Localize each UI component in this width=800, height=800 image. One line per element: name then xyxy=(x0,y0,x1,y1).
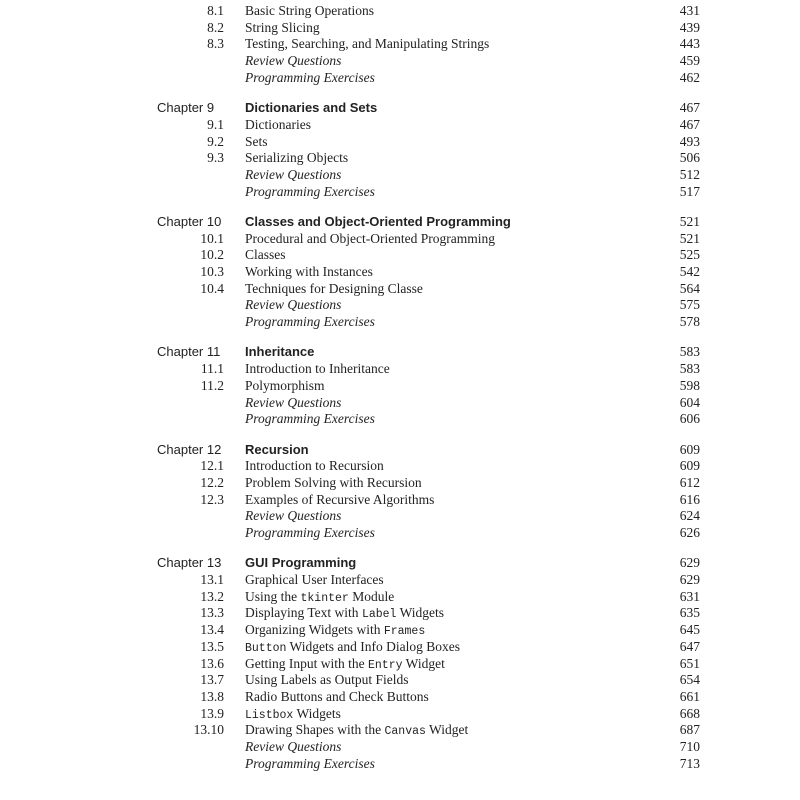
toc-extra-entry xyxy=(0,166,800,183)
section-title: Problem Solving with Recursion xyxy=(245,474,422,490)
section-number: 10.1 xyxy=(200,230,224,246)
section-page: 612 xyxy=(679,474,700,490)
code-term: Listbox xyxy=(245,708,294,722)
section-page: 710 xyxy=(679,739,700,754)
chapter-page: 467 xyxy=(679,100,700,116)
toc-section-entry xyxy=(0,35,800,52)
toc-extra-entry xyxy=(0,394,800,411)
code-term: Entry xyxy=(367,658,403,672)
code-term: Frames xyxy=(383,625,426,639)
section-page: 647 xyxy=(679,638,700,654)
toc-section-entry xyxy=(0,705,800,722)
chapter-label: Chapter 9 xyxy=(157,100,215,116)
section-page: 645 xyxy=(679,622,700,638)
toc-section-entry xyxy=(0,604,800,621)
section-number: 8.3 xyxy=(207,36,224,52)
chapter-title: Dictionaries and Sets xyxy=(245,100,378,116)
chapter-heading xyxy=(0,554,800,571)
section-page: 631 xyxy=(679,588,700,604)
section-title: Using Labels as Output Fields xyxy=(245,672,409,688)
section-number: 11.2 xyxy=(200,377,224,393)
section-title: Review Questions xyxy=(245,508,342,524)
section-page: 661 xyxy=(679,688,700,704)
section-title: Dictionaries xyxy=(245,116,311,132)
toc-section-entry xyxy=(0,571,800,588)
section-number: 8.2 xyxy=(207,19,224,35)
section-title: String Slicing xyxy=(245,19,320,35)
section-number: 13.5 xyxy=(200,638,224,654)
title-text: Module xyxy=(348,588,395,604)
title-text: Widget xyxy=(402,655,445,671)
title-text: Organizing Widgets with xyxy=(245,622,384,638)
toc-section-entry xyxy=(0,721,800,738)
code-term: tkinter xyxy=(300,591,349,605)
title-text: Using the xyxy=(245,588,301,604)
section-number: 13.10 xyxy=(193,722,224,738)
section-page: 578 xyxy=(679,314,700,330)
section-title: Programming Exercises xyxy=(245,314,375,330)
chapter-page: 609 xyxy=(679,441,700,457)
section-page: 604 xyxy=(679,394,700,410)
chapter-title: Recursion xyxy=(245,441,309,457)
section-title: Classes xyxy=(245,247,286,263)
toc-section-entry xyxy=(0,230,800,247)
toc-extra-entry xyxy=(0,296,800,313)
section-title: Review Questions xyxy=(245,739,342,754)
section-title: Programming Exercises xyxy=(245,69,375,85)
section-number: 13.8 xyxy=(200,688,224,704)
section-number: 13.6 xyxy=(200,655,224,671)
section-page: 635 xyxy=(679,605,700,621)
toc-extra-entry xyxy=(0,738,800,755)
section-title: Introduction to Inheritance xyxy=(245,361,390,377)
code-term: Button xyxy=(245,641,287,655)
section-page: 493 xyxy=(679,133,700,149)
section-title: Introduction to Recursion xyxy=(245,458,384,474)
chapter-heading xyxy=(0,213,800,230)
toc-section-entry xyxy=(0,116,800,133)
section-page: 575 xyxy=(679,297,700,313)
section-page: 467 xyxy=(679,116,700,132)
toc-extra-entry xyxy=(0,69,800,86)
section-page: 525 xyxy=(679,247,700,263)
toc-extra-entry xyxy=(0,313,800,330)
chapter-heading xyxy=(0,99,800,116)
section-page: 583 xyxy=(679,361,700,377)
chapter-label: Chapter 13 xyxy=(157,555,222,571)
section-number: 12.3 xyxy=(200,491,224,507)
section-page: 606 xyxy=(679,411,700,427)
section-title: Review Questions xyxy=(245,166,342,182)
toc-section-entry xyxy=(0,360,800,377)
title-text: Widgets xyxy=(293,705,341,721)
code-term: Label xyxy=(361,608,397,622)
section-number: 9.2 xyxy=(207,133,224,149)
section-title: Programming Exercises xyxy=(245,755,375,771)
chapter-title: Classes and Object-Oriented Programming xyxy=(245,213,511,229)
section-page: 443 xyxy=(679,36,700,52)
toc-section-entry xyxy=(0,638,800,655)
section-number: 12.1 xyxy=(200,458,224,474)
section-number: 10.2 xyxy=(200,247,224,263)
section-title: Techniques for Designing Classe xyxy=(245,280,423,296)
section-page: 626 xyxy=(679,525,700,540)
toc-section-entry xyxy=(0,263,800,280)
chapter-label: Chapter 12 xyxy=(157,441,222,457)
toc-section-entry xyxy=(0,688,800,705)
section-number: 9.3 xyxy=(207,150,224,166)
toc-section-entry xyxy=(0,2,800,19)
section-number: 13.3 xyxy=(200,605,224,621)
toc-extra-entry xyxy=(0,410,800,427)
toc-extra-entry xyxy=(0,755,800,772)
toc-section-entry xyxy=(0,246,800,263)
title-text: Drawing Shapes with the xyxy=(245,722,385,738)
section-page: 609 xyxy=(679,458,700,474)
chapter-label: Chapter 10 xyxy=(157,213,222,229)
toc-extra-entry xyxy=(0,524,800,541)
toc-extra-entry xyxy=(0,183,800,200)
section-page: 459 xyxy=(679,53,700,69)
toc-section-entry xyxy=(0,133,800,150)
section-title: Testing, Searching, and Manipulating Strings xyxy=(245,36,490,52)
section-title: Serializing Objects xyxy=(245,150,349,166)
section-page: 506 xyxy=(679,150,700,166)
chapter-title: Inheritance xyxy=(245,344,315,360)
chapter-heading xyxy=(0,441,800,458)
section-number: 10.3 xyxy=(200,264,224,279)
section-title: Radio Buttons and Check Buttons xyxy=(245,688,429,704)
section-page: 439 xyxy=(679,19,700,35)
toc-extra-entry xyxy=(0,52,800,69)
section-number: 13.7 xyxy=(200,672,224,688)
section-page: 654 xyxy=(679,672,700,688)
section-page: 542 xyxy=(679,264,700,279)
section-number: 11.1 xyxy=(200,361,224,377)
section-number: 13.1 xyxy=(200,572,224,587)
code-term: Canvas xyxy=(384,725,426,739)
section-number: 9.1 xyxy=(207,116,224,132)
toc-section-entry xyxy=(0,491,800,508)
toc-section-entry xyxy=(0,149,800,166)
section-page: 431 xyxy=(679,3,700,18)
toc-section-entry xyxy=(0,655,800,672)
title-text: Widgets xyxy=(396,605,445,621)
chapter-heading xyxy=(0,343,800,360)
section-title: Review Questions xyxy=(245,53,342,69)
title-text: Displaying Text with xyxy=(245,605,362,621)
section-number: 13.9 xyxy=(200,705,224,721)
section-number: 13.4 xyxy=(200,622,224,638)
section-page: 624 xyxy=(679,508,700,524)
section-title: Programming Exercises xyxy=(245,183,375,199)
section-title: Graphical User Interfaces xyxy=(245,572,384,587)
section-number: 10.4 xyxy=(200,280,224,296)
section-number: 8.1 xyxy=(207,3,224,18)
section-title: Procedural and Object-Oriented Programming xyxy=(245,230,496,246)
section-page: 616 xyxy=(679,491,700,507)
toc-section-entry xyxy=(0,474,800,491)
toc-section-entry xyxy=(0,19,800,36)
toc-extra-entry xyxy=(0,507,800,524)
chapter-label: Chapter 11 xyxy=(157,344,221,360)
title-text: Widgets and Info Dialog Boxes xyxy=(286,638,460,654)
section-page: 629 xyxy=(679,572,700,587)
section-page: 517 xyxy=(679,183,700,199)
section-title: Review Questions xyxy=(245,297,342,313)
toc-section-entry xyxy=(0,621,800,638)
chapter-title: GUI Programming xyxy=(245,555,357,571)
section-page: 713 xyxy=(679,755,700,771)
section-page: 687 xyxy=(679,722,700,738)
title-text: Getting Input with the xyxy=(245,655,368,671)
toc-section-entry xyxy=(0,377,800,394)
section-page: 668 xyxy=(679,705,700,721)
section-title: Programming Exercises xyxy=(245,411,375,427)
section-page: 512 xyxy=(679,166,700,182)
chapter-page: 521 xyxy=(679,213,700,229)
toc-section-entry xyxy=(0,280,800,297)
toc-section-entry xyxy=(0,671,800,688)
section-title: Polymorphism xyxy=(245,377,325,393)
section-title: Basic String Operations xyxy=(245,3,374,18)
section-page: 651 xyxy=(679,655,700,671)
section-number: 12.2 xyxy=(200,474,224,490)
chapter-page: 583 xyxy=(679,344,700,360)
section-title: Programming Exercises xyxy=(245,525,375,540)
toc-section-entry xyxy=(0,457,800,474)
section-title: Working with Instances xyxy=(245,264,373,279)
toc-section-entry xyxy=(0,588,800,605)
section-title: Review Questions xyxy=(245,394,342,410)
section-title: Examples of Recursive Algorithms xyxy=(245,491,435,507)
section-page: 598 xyxy=(679,377,700,393)
section-page: 462 xyxy=(679,69,700,85)
section-page: 521 xyxy=(679,230,700,246)
chapter-page: 629 xyxy=(679,555,700,571)
section-title: Sets xyxy=(245,133,268,149)
section-number: 13.2 xyxy=(200,588,224,604)
section-page: 564 xyxy=(679,280,700,296)
title-text: Widget xyxy=(425,722,469,738)
